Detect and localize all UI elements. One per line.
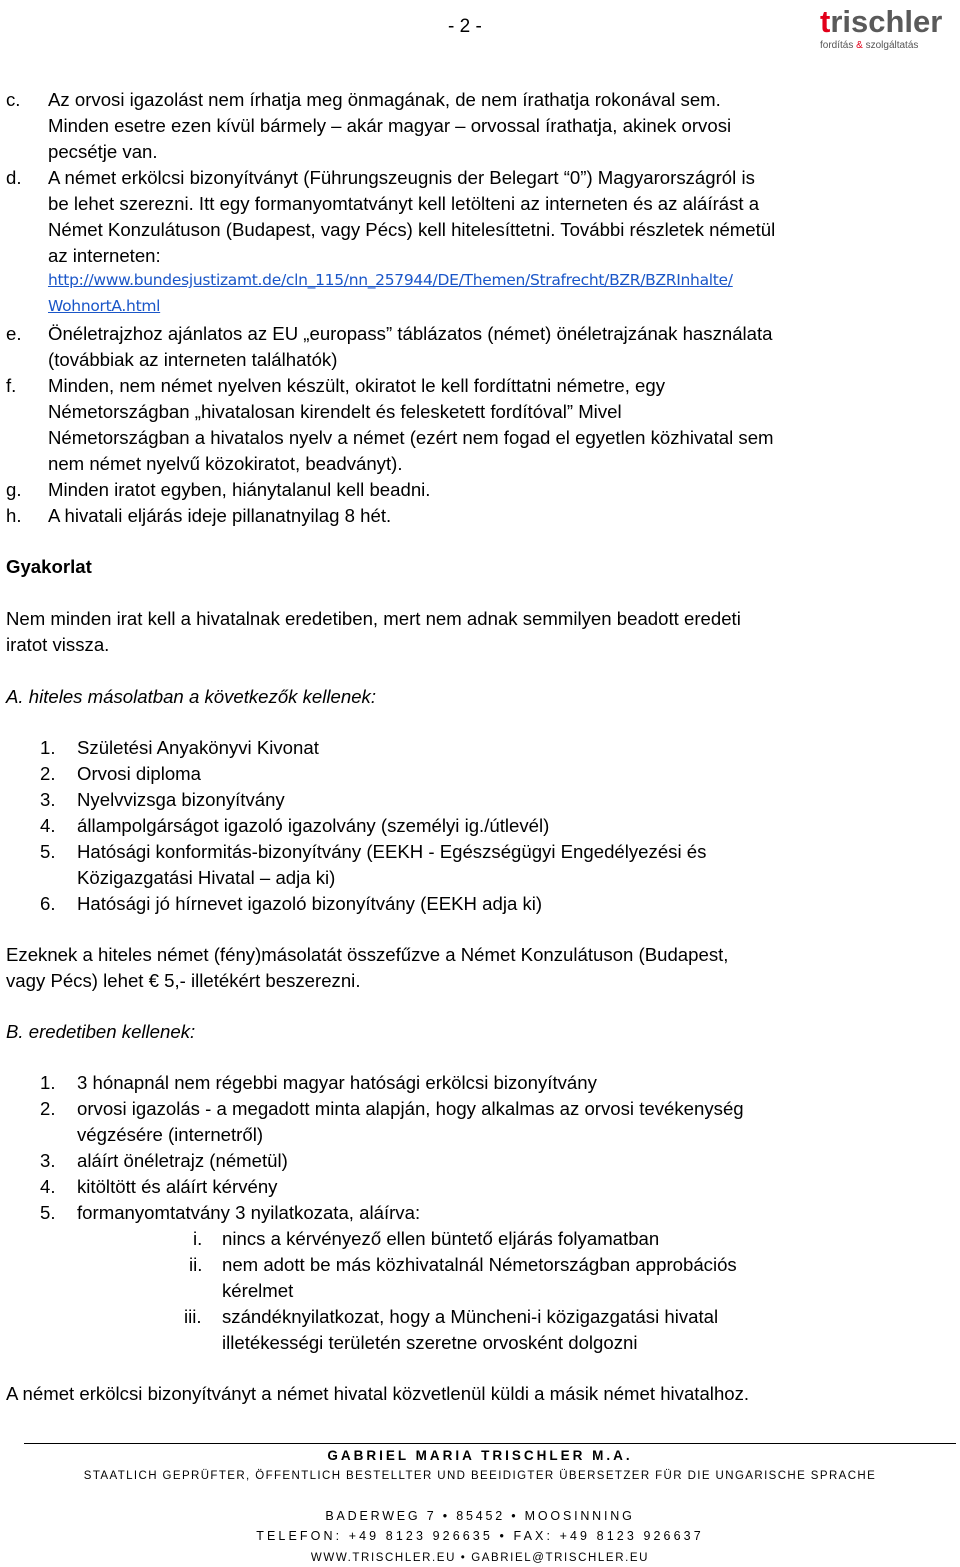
a-item-num: 6. [40,893,56,914]
item-f-line-2: Németországban „hivatalosan kirendelt és felesketett fordítóval” Mivel [48,401,622,422]
b-item-text: orvosi igazolás - a megadott minta alapján, hogy alkalmas az orvosi tevékenység [77,1098,744,1119]
b-item-num: 3. [40,1150,56,1171]
a-item-num: 3. [40,789,56,810]
footer-phone: TELEFON: +49 8123 926635 • FAX: +49 8123 926637 [256,1529,704,1543]
a-item-num: 5. [40,841,56,862]
list-marker-d: d. [6,167,22,188]
subheading-a: A. hiteles másolatban a következők kellenek: [6,686,377,707]
item-f-line-4: nem német nyelvű közokiratot, beadványt). [48,453,403,474]
footer-address: BADERWEG 7 • 85452 • MOOSINNING [325,1509,635,1523]
bundesjustizamt-link[interactable]: http://www.bundesjustizamt.de/cln_115/nn_257944/DE/Themen/Strafrecht/BZR/BZRInhalte/ [48,271,733,289]
logo-tagline: fordítás & szolgáltatás [820,40,919,51]
a-item-text: Orvosi diploma [77,763,202,784]
practice-intro-line-2: iratot vissza. [6,634,110,655]
company-logo [820,4,943,51]
b5-sub-text-cont: illetékességi területén szeretne orvosként dolgozni [222,1332,638,1353]
list-marker-e: e. [6,323,22,344]
list-marker-h: h. [6,505,22,526]
b5-sub-text: nincs a kérvényező ellen büntető eljárás folyamatban [222,1228,660,1249]
footer-name: GABRIEL MARIA TRISCHLER M.A. [327,1448,633,1463]
b-item-num: 1. [40,1072,56,1093]
a-item-text: Hatósági konformitás-bizonyítvány (EEKH - Egészségügyi Engedélyezési és [77,841,707,862]
b-item-text: 3 hónapnál nem régebbi magyar hatósági erkölcsi bizonyítvány [77,1072,597,1093]
b-item-text: kitöltött és aláírt kérvény [77,1176,278,1197]
a-item-text: Hatósági jó hírnevet igazoló bizonyítvány (EEKH adja ki) [77,893,543,914]
item-f-line-3: Németországban a hivatalos nyelv a német (ezért nem fogad el egyetlen közhivatal sem [48,427,774,448]
item-e-line-1: Önéletrajzhoz ajánlatos az EU „europass” táblázatos (német) önéletrajzának használata [48,323,773,344]
a-item-text: állampolgárságot igazoló igazolvány (személyi ig./útlevél) [77,815,550,836]
page-number: - 2 - [448,16,482,37]
item-d-line-2: be lehet szerezni. Itt egy formanyomtatványt kell letölteni az interneten és az aláírást a [48,193,760,214]
footer-subtitle: STAATLICH GEPRÜFTER, ÖFFENTLICH BESTELLTER UND BEEIDIGTER ÜBERSETZER FÜR DIE UNGARISCHE SPRACHE [83,1470,877,1482]
a-item-num: 4. [40,815,56,836]
b-item-text-cont: végzésére (internetről) [77,1124,264,1145]
a-item-text: Nyelvvizsga bizonyítvány [77,789,285,810]
b5-sub-num: i. [193,1228,203,1249]
item-d-line-1: A német erkölcsi bizonyítványt (Führungszeugnis der Belegart “0”) Magyarországról is [48,167,755,188]
section-heading-gyakorlat: Gyakorlat [6,556,92,577]
b-item-num: 2. [40,1098,56,1119]
a-item-num: 2. [40,763,56,784]
b5-sub-text: szándéknyilatkozat, hogy a Müncheni-i közigazgatási hivatal [222,1306,719,1327]
item-g-line-1: Minden iratot egyben, hiánytalanul kell beadni. [48,479,431,500]
a-item-num: 1. [40,737,56,758]
item-f-line-1: Minden, nem német nyelven készült, okiratot le kell fordíttatni németre, egy [48,375,665,396]
subheading-b: B. eredetiben kellenek: [6,1021,196,1042]
a-item-text-cont: Közigazgatási Hivatal – adja ki) [77,867,336,888]
b5-sub-num: ii. [189,1254,203,1275]
a-summary-line-1: Ezeknek a hiteles német (fény)másolatát összefűzve a Német Konzulátuson (Budapest, [6,944,729,965]
practice-intro-line-1: Nem minden irat kell a hivatalnak eredetiben, mert nem adnak semmilyen beadott eredeti [6,608,741,629]
item-c-line-2: Minden esetre ezen kívül bármely – akár magyar – orvossal írathatja, akinek orvosi [48,115,732,136]
list-marker-f: f. [6,375,17,396]
logo-wordmark: trischler [820,4,943,39]
list-marker-c: c. [6,89,21,110]
item-c-line-3: pecsétje van. [48,141,158,162]
bundesjustizamt-link-cont[interactable]: WohnortA.html [48,297,161,315]
closing-note: A német erkölcsi bizonyítványt a német hivatal közvetlenül küldi a másik német hivatalhoz. [6,1383,750,1404]
item-h-line-1: A hivatali eljárás ideje pillanatnyilag 8 hét. [48,505,392,526]
footer-divider [24,1443,956,1444]
b-item-text: aláírt önéletrajz (németül) [77,1150,288,1171]
a-summary-line-2: vagy Pécs) lehet € 5,- illetékért beszerezni. [6,970,361,991]
b-item-num: 4. [40,1176,56,1197]
b5-sub-text: nem adott be más közhivatalnál Németországban approbációs [222,1254,737,1275]
b-item-text: formanyomtatvány 3 nyilatkozata, aláírva: [77,1202,421,1223]
item-d-line-3: Német Konzulátuson (Budapest, vagy Pécs) kell hitelesíttetni. További részletek németül [48,219,776,240]
list-marker-g: g. [6,479,22,500]
b5-sub-text-cont: kérelmet [222,1280,294,1301]
b-item-num: 5. [40,1202,56,1223]
item-e-line-2: (továbbiak az interneten találhatók) [48,349,338,370]
b5-sub-num: iii. [184,1306,202,1327]
a-item-text: Születési Anyakönyvi Kivonat [77,737,319,758]
item-c-line-1: Az orvosi igazolást nem írhatja meg önmagának, de nem írathatja rokonával sem. [48,89,721,110]
item-d-line-4: az interneten: [48,245,161,266]
footer-web: WWW.TRISCHLER.EU • GABRIEL@TRISCHLER.EU [310,1552,650,1564]
